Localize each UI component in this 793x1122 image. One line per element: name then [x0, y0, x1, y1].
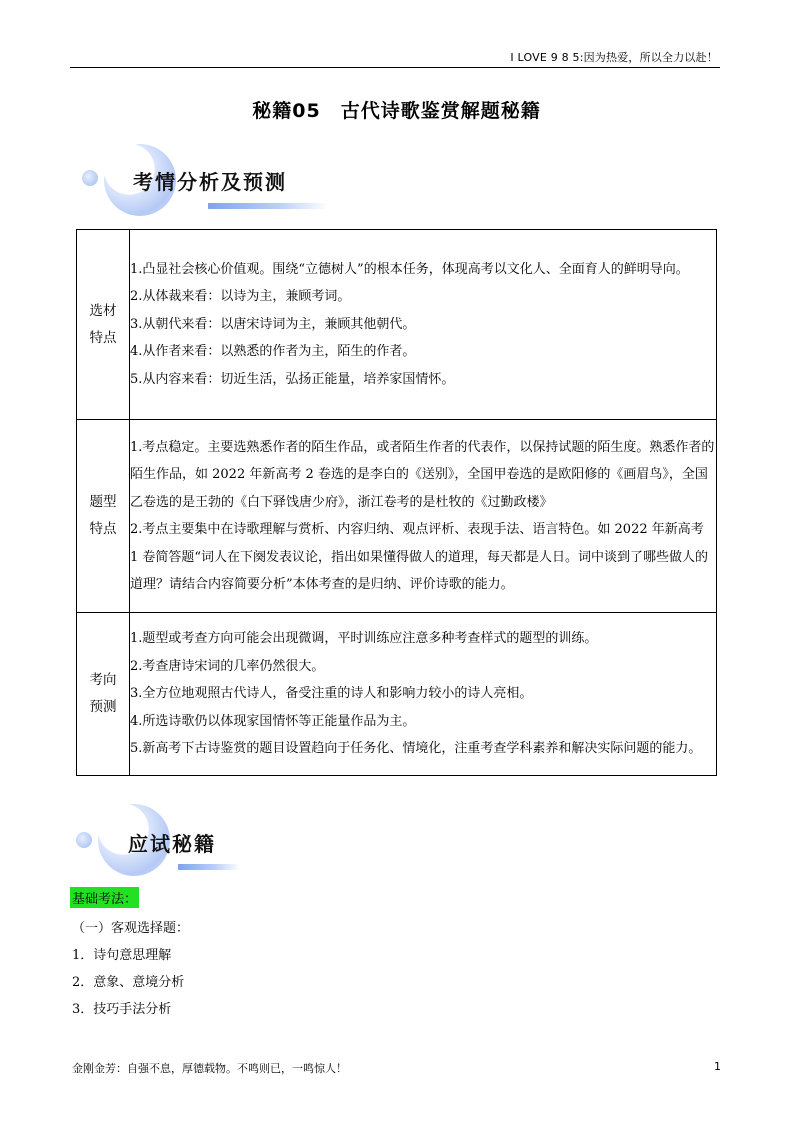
- list-item: 1．诗句意思理解: [72, 948, 172, 963]
- list-item: 2．意象、意境分析: [72, 975, 185, 990]
- document-title: 秘籍05 古代诗歌鉴赏解题秘籍: [252, 100, 541, 122]
- content-line: 3.从朝代来看：以唐宋诗词为主，兼顾其他朝代。: [130, 316, 416, 332]
- content-line: 2.从体裁来看：以诗为主，兼顾考词。: [130, 289, 351, 305]
- content-line: 1.考点稳定。主要选熟悉作者的陌生作品，或者陌生作者的代表作，以保持试题的陌生度。熟悉作者的陌生作品，如 2022 年新高考 2 卷选的是李白的《送别》，全国甲卷选的是欧阳修的《画眉鸟》，全国乙卷选的是王勃的《白下驿饯唐少府》，浙江卷考的是杜牧的《过勤政楼》: [130, 439, 715, 510]
- list-item: 3．技巧手法分析: [72, 1002, 172, 1017]
- banner-underline: [208, 203, 328, 209]
- section-title-analysis: 考情分析及预测: [133, 170, 287, 194]
- content-line: 1.凸显社会核心价值观。围绕“立德树人”的根本任务，体现高考以文化人、全面育人的鲜明导向。: [130, 261, 689, 277]
- content-line: 3.全方位地观照古代诗人，备受注重的诗人和影响力较小的诗人亮相。: [130, 686, 533, 702]
- content-line: 2.考查唐诗宋词的几率仍然很大。: [130, 658, 325, 674]
- section-title-strategy: 应试秘籍: [128, 832, 216, 856]
- content-line: 5.新高考下古诗鉴赏的题目设置趋向于任务化、情境化，注重考查学科素养和解决实际问题的能力。: [130, 741, 702, 757]
- table-row: [77, 230, 717, 420]
- row-content: [130, 613, 717, 776]
- banner-dot: [76, 832, 92, 848]
- content-line: 1.题型或考查方向可能会出现微调，平时训练应注意多种考查样式的题型的训练。: [130, 631, 598, 647]
- content-line: 4.从作者来看：以熟悉的作者为主，陌生的作者。: [130, 344, 416, 360]
- header-slogan: I LOVE 9 8 5:因为热爱，所以全力以赴！: [510, 51, 718, 64]
- row-content: [130, 420, 717, 613]
- banner-dot: [82, 170, 98, 186]
- footer-motto: 金刚金芳：自强不息，厚德载物。不鸣则已，一鸣惊人！: [72, 1062, 347, 1075]
- banner-underline: [178, 864, 240, 870]
- content-line: 4.所选诗歌仍以体现家国情怀等正能量作品为主。: [130, 713, 416, 729]
- content-line: 2.考点主要集中在诗歌理解与赏析、内容归纳、观点评析、表现手法、语言特色。如 2022 年新高考 1 卷简答题“词人在下阕发表议论，指出如果懂得做人的道理，每天都是人日。词中谈到了哪些做人的道理？请结合内容简要分析”本体考查的是归纳、评价诗歌的能力。: [130, 522, 709, 592]
- row-category: 考向 预测: [77, 613, 130, 776]
- section-banner-analysis: [82, 140, 342, 220]
- header-rule: [70, 67, 720, 68]
- table-row: [77, 420, 717, 613]
- content-line: 5.从内容来看：切近生活，弘扬正能量，培养家国情怀。: [130, 371, 455, 387]
- table-row: [77, 613, 717, 776]
- row-category: 选材 特点: [77, 230, 130, 420]
- highlighted-heading: 基础考法：: [70, 887, 139, 908]
- subheading: （一）客观选择题：: [72, 921, 190, 936]
- row-category: 题型 特点: [77, 420, 130, 613]
- page-number: 1: [714, 1060, 721, 1073]
- analysis-table: [76, 229, 717, 776]
- row-content: [130, 230, 717, 420]
- section-banner-strategy: [76, 800, 256, 880]
